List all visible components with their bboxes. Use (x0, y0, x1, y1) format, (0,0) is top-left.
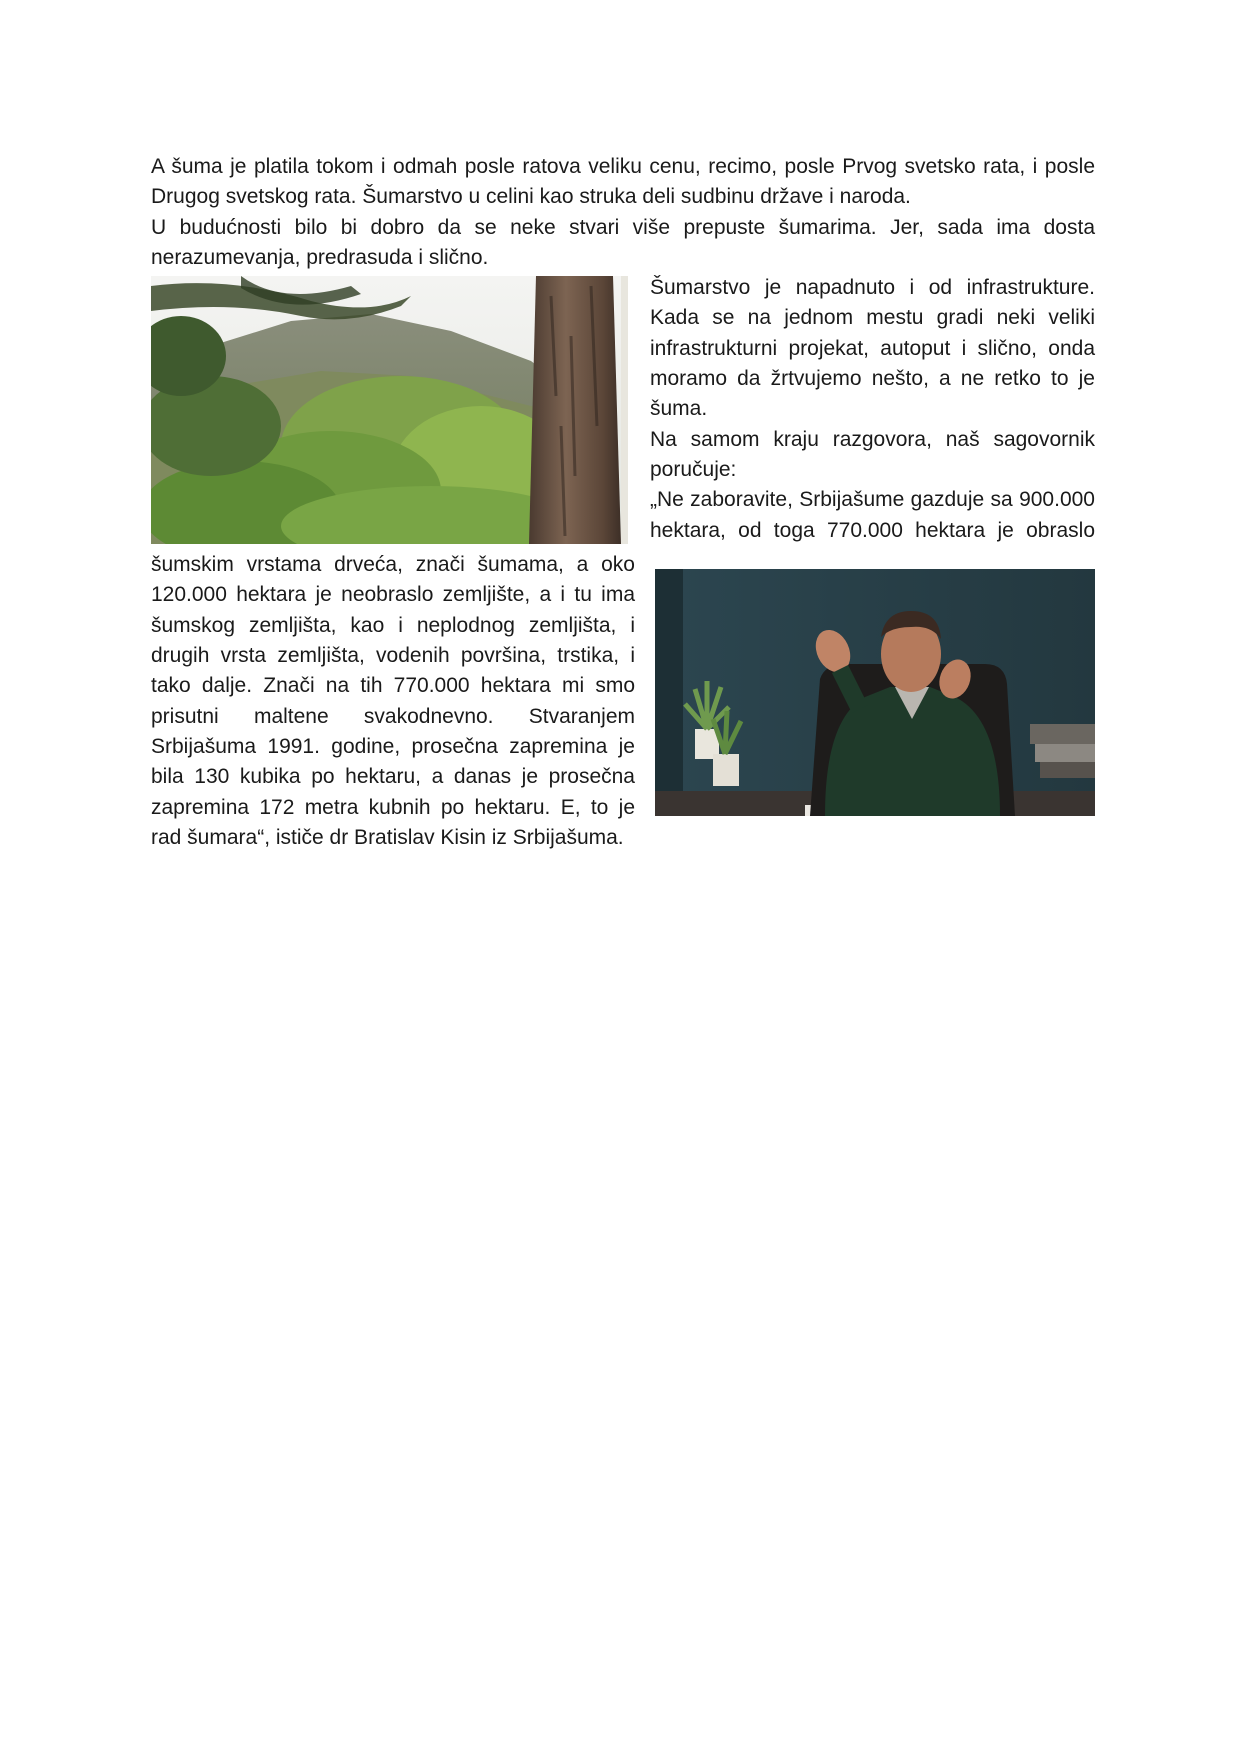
quote-text: „Ne zaboravite, Srbijašume gazduje sa 900.000 hektara, od toga 770.000 hektara je obraslo šumskim vrstama drveća, znači šumama, a oko 120.000 hektara je neobraslo zemljište, a i tu ima šumskog zemljišta, kao i neplodnog zemljišta, i drugih vrsta zemljišta, vodenih površina, trstika, i tako dalje. Znači na tih 770.000 hektara mi smo prisutni maltene svakodnevno. Stvaranjem Srbijašuma 1991. godine, prosečna zapremina je bila 130 kubika po hektaru, a danas je prosečna zapremina 172 metra kubnih po hektaru. E, to je rad šumara“, ističe dr Bratislav Kisin iz Srbijašuma. (151, 488, 1095, 849)
paragraph-closing-intro: Na samom kraju razgovora, naš sagovornik poručuje: (650, 427, 1095, 481)
paragraph-infrastructure: Šumarstvo je napadnuto i od infrastrukture. Kada se na jednom mestu gradi neki veliki infrastrukturni projekat, autoput i slično, onda moramo da žrtvujemo nešto, a ne retko to je šuma. (650, 276, 1095, 421)
paragraph-future: U budućnosti bilo bi dobro da se neke stvari više prepuste šumarima. Jer, sada ima dosta nerazumevanja, predrasuda i slično. (151, 215, 1095, 269)
paragraph-war-cost: A šuma je platila tokom i odmah posle ratova veliku cenu, recimo, posle Prvog svetsko rata, i posle Drugog svetskog rata. Šumarstvo u celini kao struka deli sudbinu države i naroda. (151, 155, 1095, 209)
forest-photo (151, 276, 628, 544)
interview-photo (655, 569, 1095, 816)
article-body (151, 152, 1095, 853)
